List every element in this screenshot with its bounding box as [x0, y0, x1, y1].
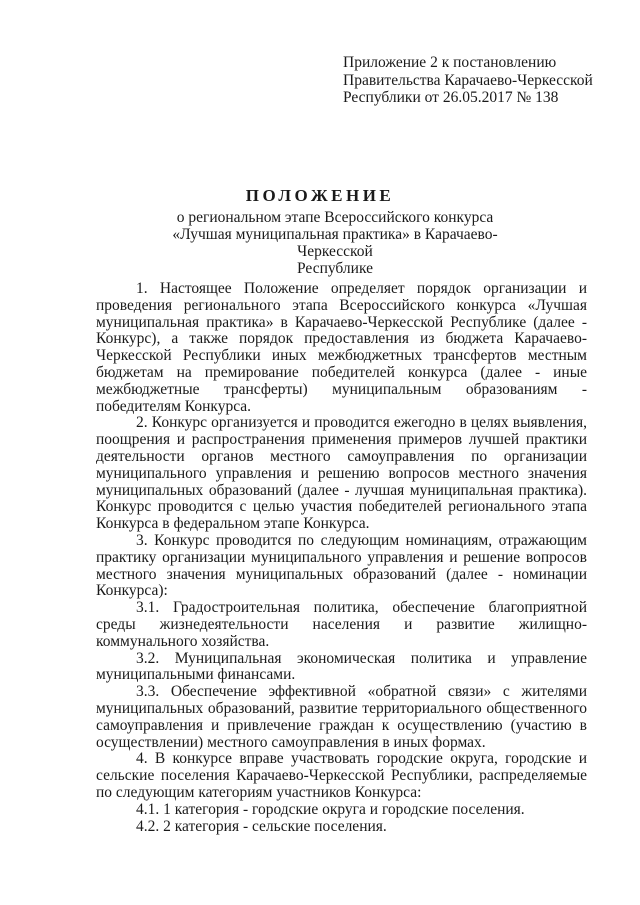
document-subtitle: о региональном этапе Всероссийского конкурса «Лучшая муниципальная практика» в Карачаево-Черкесской Республике	[172, 209, 498, 277]
paragraph-3-3: 3.3. Обеспечение эффективной «обратной связи» с жителями муниципальных образований, развитие территориального общественного самоуправления и привлечение граждан к осуществлению (участию в осуществлении) местного самоуправления в иных формах.	[96, 683, 587, 751]
document-body	[96, 281, 587, 835]
paragraph-4: 4. В конкурсе вправе участвовать городские округа, городские и сельские поселения Карачаево-Черкесской Республики, распределяемые по следующим категориям участников Конкурса:	[96, 750, 587, 801]
paragraph-1: 1. Настоящее Положение определяет порядок организации и проведения регионального этапа Всероссийского конкурса «Лучшая муниципальная практика» в Карачаево-Черкесской Республике (далее - Конкурс), а также порядок предоставления из бюджета Карачаево-Черкесской Республики иных межбюджетных трансфертов местным бюджетам на премирование победителей конкурса (далее - иные межбюджетные трансферты) муниципальным образованиям - победителям Конкурса.	[96, 280, 587, 415]
paragraph-4-1: 4.1. 1 категория - городские округа и городские поселения.	[136, 800, 525, 818]
paragraph-2: 2. Конкурс организуется и проводится ежегодно в целях выявления, поощрения и распространения применения примеров лучшей практики деятельности органов местного самоуправления по организации муниципального управления и решению вопросов местного значения муниципальных образований (далее - лучшая муниципальная практика). Конкурс проводится с целью участия победителей регионального этапа Конкурса в федеральном этапе Конкурса.	[96, 414, 587, 533]
paragraph-3-1: 3.1. Градостроительная политика, обеспечение благоприятной среды жизнедеятельности населения и развитие жилищно-коммунального хозяйства.	[96, 599, 587, 650]
document-title: ПОЛОЖЕНИЕ	[245, 186, 395, 205]
paragraph-3-2: 3.2. Муниципальная экономическая политика и управление муниципальными финансами.	[96, 649, 587, 684]
paragraph-3: 3. Конкурс проводится по следующим номинациям, отражающим практику организации муниципального управления и решение вопросов местного значения муниципальных образований (далее - номинации Конкурса):	[96, 531, 587, 600]
appendix-reference: Приложение 2 к постановлению Правительства Карачаево-Черкесской Республики от 26.05.2017 № 138	[343, 54, 593, 106]
paragraph-4-2: 4.2. 2 категория - сельские поселения.	[136, 817, 387, 835]
